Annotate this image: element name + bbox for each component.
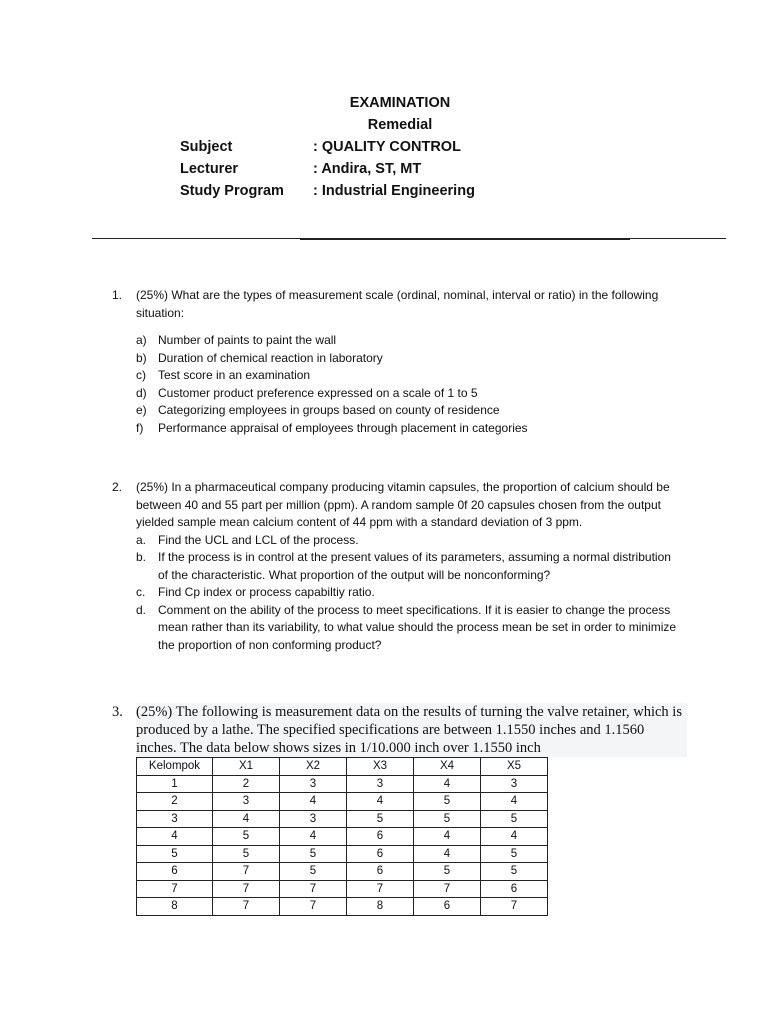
question-number: 1. [112,288,123,302]
table-row [137,828,548,846]
item-text: Customer product preference expressed on a scale of 1 to 5 [158,385,478,400]
item-label: a. [136,532,147,547]
table-cell: 5 [347,810,414,828]
meta-row-lecturer [0,158,768,180]
table-cell: 5 [414,810,481,828]
list-item [136,385,682,403]
question-1-items [136,332,682,437]
column-header: X2 [280,758,347,776]
table-cell: 3 [280,810,347,828]
question-text: (25%) The following is measurement data on the results of turning the valve retainer, which is produced by a lathe. The specified specifications are between 1.1550 inches and 1.1560 inches. The data below shows sizes in 1/10.000 inch over 1.1550 inch [136,703,687,757]
table-cell: 7 [213,863,280,881]
table-cell: 6 [347,845,414,863]
item-label: e) [136,403,147,417]
table-row [137,898,548,916]
table-row [137,863,548,881]
item-text: If the process is in control at the present values of its parameters, assuming a normal distribution of the characteristic. What proportion of the output will be nonconforming? [158,550,671,582]
table-cell: 4 [481,828,548,846]
list-item [136,367,682,385]
table-cell: 3 [481,775,548,793]
item-label: b) [136,350,147,365]
table-cell: 5 [213,828,280,846]
table-cell: 8 [137,898,213,916]
table-cell: 8 [347,898,414,916]
table-row [137,880,548,898]
exam-subtitle: Remedial [367,117,433,133]
table-cell: 5 [414,863,481,881]
table-cell: 3 [347,775,414,793]
item-text: Find the UCL and LCL of the process. [158,532,359,547]
table-cell: 2 [213,775,280,793]
table-cell: 4 [280,793,347,811]
list-item [136,549,682,584]
table-row [137,793,548,811]
question-text: (25%) In a pharmaceutical company producing vitamin capsules, the proportion of calcium should be between 40 and 55 part per million (ppm). A random sample 0f 20 capsules chosen from the output yielded sample mean calcium content of 44 ppm with a standard deviation of 3 ppm. [136,480,670,529]
column-header: X3 [347,758,414,776]
table-cell: 4 [137,828,213,846]
table-cell: 6 [347,863,414,881]
item-label: b. [136,550,147,564]
exam-title: EXAMINATION [349,95,451,111]
table-cell: 4 [414,775,481,793]
table-cell: 5 [414,793,481,811]
measurement-table [136,757,548,916]
table-cell: 6 [414,898,481,916]
meta-value: : QUALITY CONTROL [313,139,461,155]
table-cell: 4 [347,793,414,811]
question-2-items [136,532,682,655]
table-cell: 5 [481,810,548,828]
item-label: c. [136,585,146,599]
question-2 [112,479,682,654]
table-cell: 3 [280,775,347,793]
table-cell: 7 [280,898,347,916]
item-text: Performance appraisal of employees through placement in categories [158,420,528,435]
meta-row-subject [0,136,768,158]
meta-row-study-program [0,180,768,202]
table-cell: 7 [481,898,548,916]
table-cell: 7 [213,880,280,898]
table-cell: 6 [347,828,414,846]
table-cell: 6 [137,863,213,881]
table-cell: 4 [414,845,481,863]
table-cell: 7 [137,880,213,898]
question-3 [112,703,687,757]
item-text: Duration of chemical reaction in laboratory [158,350,383,365]
list-item [136,532,682,550]
item-label: d) [136,385,147,400]
item-text: Comment on the ability of the process to meet specifications. If it is easier to change the process mean rather than its variability, to what value should the process mean be set in order to minimize the proportion of non conforming product? [158,602,677,652]
table-cell: 7 [213,898,280,916]
table-cell: 4 [414,828,481,846]
table-cell: 3 [137,810,213,828]
item-text: Number of paints to paint the wall [158,333,337,347]
question-text: (25%) What are the types of measurement scale (ordinal, nominal, interval or ratio) in the following situation: [136,288,659,320]
table-cell: 4 [213,810,280,828]
table-cell: 6 [481,880,548,898]
item-text: Test score in an examination [158,368,311,382]
table-cell: 7 [414,880,481,898]
item-text: Categorizing employees in groups based on county of residence [158,403,500,417]
meta-value: : Andira, ST, MT [313,161,422,177]
item-label: d. [136,602,147,617]
list-item [136,350,682,368]
table-cell: 4 [481,793,548,811]
table-cell: 7 [347,880,414,898]
item-label: c) [136,368,146,382]
table-cell: 1 [137,775,213,793]
item-text: Find Cp index or process capabiltiy ratio. [158,585,375,599]
table-cell: 3 [213,793,280,811]
table-header-row [137,758,548,776]
question-number: 2. [112,480,123,494]
meta-label: Subject [180,139,233,155]
table-cell: 5 [213,845,280,863]
meta-value: : Industrial Engineering [313,183,475,199]
table-cell: 5 [481,845,548,863]
list-item [136,420,682,438]
table-row [137,845,548,863]
exam-header [0,92,768,202]
item-label: a) [136,333,147,347]
list-item [136,584,682,602]
table-cell: 2 [137,793,213,811]
item-label: f) [136,420,144,435]
column-header: X1 [213,758,280,776]
table-row [137,775,548,793]
list-item [136,402,682,420]
table-cell: 7 [280,880,347,898]
table-cell: 5 [137,845,213,863]
header-divider-accent [300,239,630,240]
table-cell: 5 [280,863,347,881]
question-number: 3. [112,704,123,720]
column-header: X4 [414,758,481,776]
table-cell: 5 [481,863,548,881]
column-header: Kelompok [137,758,213,776]
table-body [137,775,548,915]
list-item [136,332,682,350]
table-row [137,810,548,828]
column-header: X5 [481,758,548,776]
list-item [136,602,682,655]
table-cell: 5 [280,845,347,863]
meta-label: Study Program [180,183,284,199]
meta-label: Lecturer [180,161,239,177]
table-cell: 4 [280,828,347,846]
question-1 [112,287,682,437]
